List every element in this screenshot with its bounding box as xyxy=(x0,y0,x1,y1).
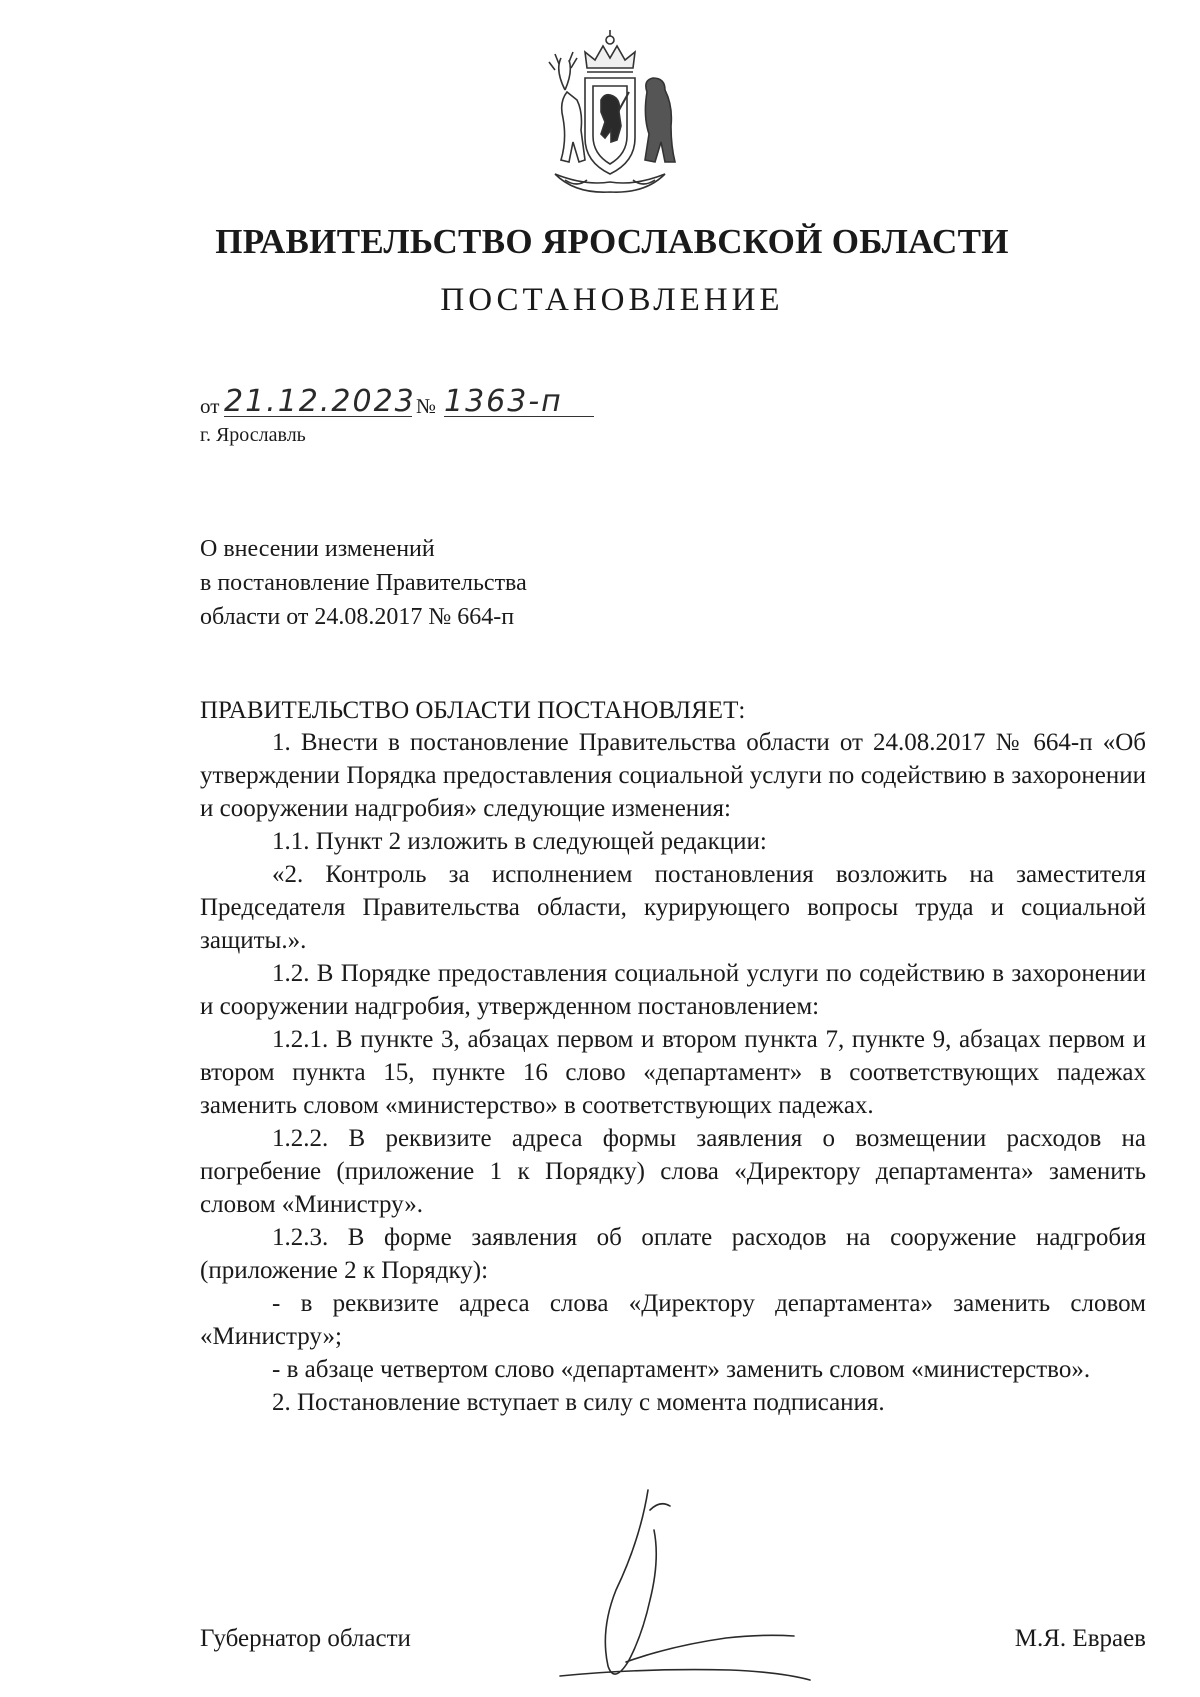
paragraph: «2. Контроль за исполнением постановления возложить на заместителя Председателя Правительства области, курирующего вопросы труда и социальной защиты.». xyxy=(200,861,1146,954)
paragraph: 1.2.2. В реквизите адреса формы заявления о возмещении расходов на погребение (приложение 1 к Порядку) слова «Директору департамента» заменить словом «Министру». xyxy=(200,1125,1146,1218)
paragraph: - в абзаце четвертом слово «департамент» заменить словом «министерство». xyxy=(272,1356,1091,1383)
document-body xyxy=(200,726,1146,1419)
paragraph: 1. Внести в постановление Правительства области от 24.08.2017 № 664-п «Об утверждении Порядка предоставления социальной услуги по содействию в захоронении и сооружении надгробия» следующие изменения: xyxy=(200,729,1146,822)
date-prefix: от xyxy=(200,394,220,418)
document-type: ПОСТАНОВЛЕНИЕ xyxy=(440,282,784,318)
signature-icon xyxy=(530,1470,830,1696)
subject-line: О внесении изменений xyxy=(200,536,435,562)
coat-of-arms-icon xyxy=(525,30,695,200)
document-date: 21.12.2023 xyxy=(224,384,416,419)
signatory-role: Губернатор области xyxy=(200,1625,411,1652)
document-number: 1363-п xyxy=(444,388,594,417)
subject-line: в постановление Правительства xyxy=(200,570,527,596)
subject-line: области от 24.08.2017 № 664-п xyxy=(200,604,515,630)
paragraph: - в реквизите адреса слова «Директору департамента» заменить словом «Министру»; xyxy=(200,1290,1146,1350)
signatory-name: М.Я. Евраев xyxy=(1014,1625,1146,1652)
number-prefix: № xyxy=(416,394,437,418)
document-subject xyxy=(200,532,620,634)
paragraph: 1.2.1. В пункте 3, абзацах первом и втором пункта 7, пункте 9, абзацах первом и втором пункта 15, пункте 16 слово «департамент» в соответствующих падежах заменить словом «министерство» в соответствующих падежах. xyxy=(200,1026,1146,1119)
city: г. Ярославль xyxy=(200,424,306,446)
organization-title: ПРАВИТЕЛЬСТВО ЯРОСЛАВСКОЙ ОБЛАСТИ xyxy=(215,222,1009,261)
paragraph: 1.1. Пункт 2 изложить в следующей редакции: xyxy=(272,828,767,855)
signature-block xyxy=(200,1625,1146,1659)
paragraph: 1.2. В Порядке предоставления социальной услуги по содействию в захоронении и сооружении надгробия, утвержденном постановлением: xyxy=(200,960,1146,1020)
paragraph: 1.2.3. В форме заявления об оплате расходов на сооружение надгробия (приложение 2 к Порядку): xyxy=(200,1224,1146,1284)
paragraph: 2. Постановление вступает в силу с момента подписания. xyxy=(272,1389,885,1416)
preamble: ПРАВИТЕЛЬСТВО ОБЛАСТИ ПОСТАНОВЛЯЕТ: xyxy=(200,697,746,724)
